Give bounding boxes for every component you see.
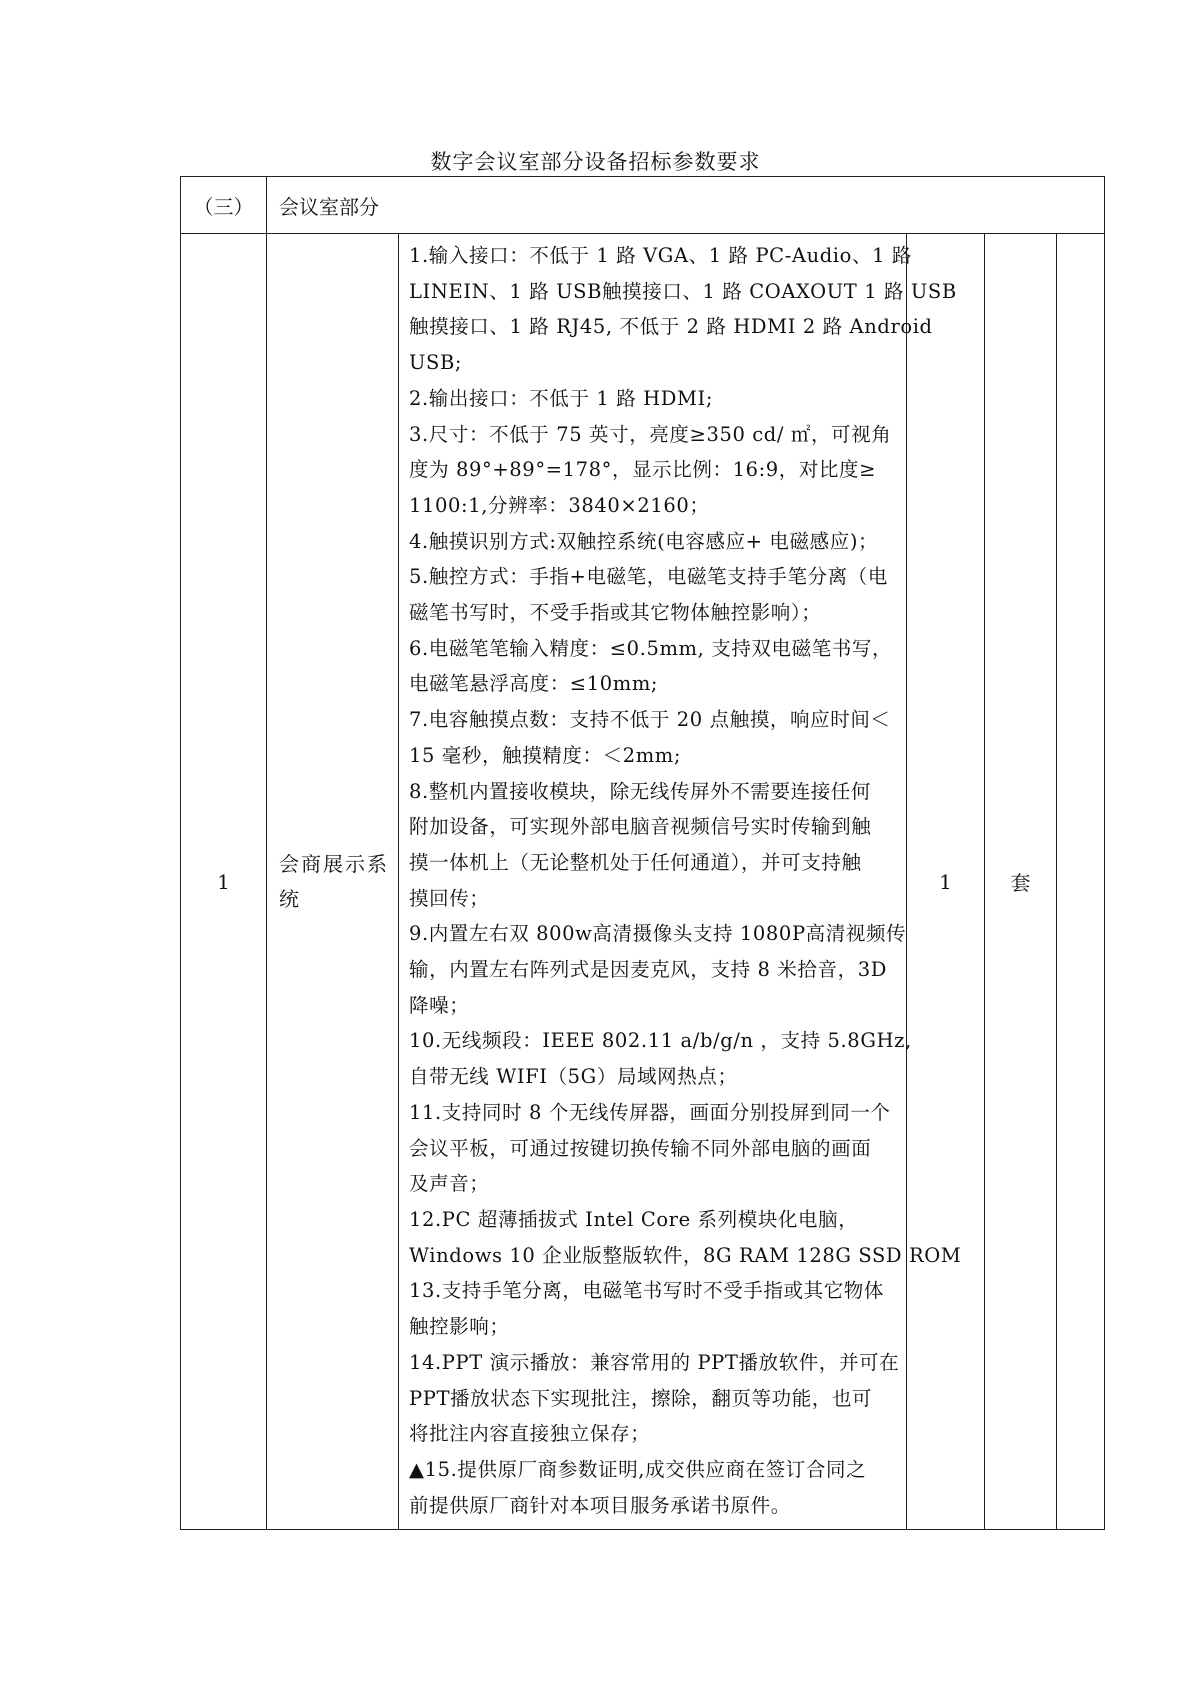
spec-line: 触摸接口、1 路 RJ45, 不低于 2 路 HDMI 2 路 Android	[409, 315, 933, 339]
section-number: （三）	[181, 177, 267, 234]
spec-line: Windows 10 企业版整版软件，8G RAM 128G SSD ROM	[409, 1243, 962, 1267]
spec-line: 2.输出接口：不低于 1 路 HDMI;	[409, 386, 713, 410]
spec-line: 1100:1,分辨率：3840×2160；	[409, 493, 710, 517]
spec-line: 附加设备，可实现外部电脑音视频信号实时传输到触	[409, 815, 872, 839]
spec-line: 5.触控方式：手指+电磁笔，电磁笔支持手笔分离（电	[409, 565, 888, 589]
item-spec-cell	[399, 234, 962, 1530]
spec-line: 摸回传；	[409, 886, 490, 910]
spec-table	[180, 176, 1105, 1530]
spec-line: 自带无线 WIFI（5G）局域网热点；	[409, 1065, 738, 1089]
spec-line: 8.整机内置接收模块，除无线传屏外不需要连接任何	[409, 779, 872, 803]
spec-line: 13.支持手笔分离，电磁笔书写时不受手指或其它物体	[409, 1279, 885, 1303]
spec-line: 6.电磁笔笔输入精度：≤0.5mm, 支持双电磁笔书写，	[409, 636, 893, 660]
item-name: 会商展示系统	[267, 234, 399, 1530]
item-unit: 套	[985, 234, 1057, 1530]
spec-line: 触控影响；	[409, 1315, 510, 1339]
section-header-row	[181, 177, 1105, 234]
spec-line: 9.内置左右双 800w高清摄像头支持 1080P高清视频传	[409, 922, 907, 946]
spec-line: 磁笔书写时，不受手指或其它物体触控影响）；	[409, 601, 822, 625]
spec-line: 1.输入接口：不低于 1 路 VGA、1 路 PC-Audio、1 路	[409, 244, 912, 267]
spec-line: 会议平板，可通过按键切换传输不同外部电脑的画面	[409, 1136, 872, 1160]
item-empty-cell	[1057, 234, 1105, 1530]
spec-lines	[409, 238, 962, 1523]
spec-line: 电磁笔悬浮高度：≤10mm;	[409, 672, 659, 696]
spec-line: 输，内置左右阵列式是因麦克风，支持 8 米拾音，3D	[409, 958, 887, 982]
section-name: 会议室部分	[267, 177, 1105, 234]
spec-line: 12.PC 超薄插拔式 Intel Core 系列模块化电脑，	[409, 1207, 859, 1231]
spec-line: 10.无线频段：IEEE 802.11 a/b/g/n ，支持 5.8GHz,	[409, 1029, 912, 1053]
spec-line: 摸一体机上（无论整机处于任何通道），并可支持触	[409, 850, 862, 874]
spec-line: ▲15.提供原厂商参数证明,成交供应商在签订合同之	[409, 1457, 867, 1481]
spec-line: 前提供原厂商针对本项目服务承诺书原件。	[409, 1493, 791, 1517]
item-row	[181, 234, 1105, 1530]
spec-line: PPT播放状态下实现批注，擦除，翻页等功能，也可	[409, 1386, 873, 1410]
spec-line: 15 毫秒，触摸精度：＜2mm;	[409, 743, 682, 767]
spec-line: 3.尺寸：不低于 75 英寸，亮度≥350 cd/ ㎡，可视角	[409, 422, 892, 446]
spec-line: 7.电容触摸点数：支持不低于 20 点触摸，响应时间＜	[409, 708, 891, 732]
spec-line: 及声音；	[409, 1172, 490, 1196]
spec-line: 度为 89°+89°=178°，显示比例：16:9，对比度≥	[409, 458, 877, 482]
item-quantity: 1	[907, 234, 985, 1530]
spec-line: 11.支持同时 8 个无线传屏器，画面分别投屏到同一个	[409, 1100, 891, 1124]
spec-line: 4.触摸识别方式:双触控系统(电容感应+ 电磁感应)；	[409, 529, 879, 553]
document-title: 数字会议室部分设备招标参数要求	[430, 150, 761, 174]
item-number: 1	[181, 234, 267, 1530]
spec-line: USB;	[409, 351, 463, 375]
spec-line: 降噪；	[409, 993, 470, 1017]
spec-line: LINEIN、1 路 USB触摸接口、1 路 COAXOUT 1 路 USB	[409, 279, 957, 303]
spec-line: 将批注内容直接独立保存；	[409, 1422, 651, 1446]
spec-line: 14.PPT 演示播放：兼容常用的 PPT播放软件，并可在	[409, 1350, 900, 1374]
